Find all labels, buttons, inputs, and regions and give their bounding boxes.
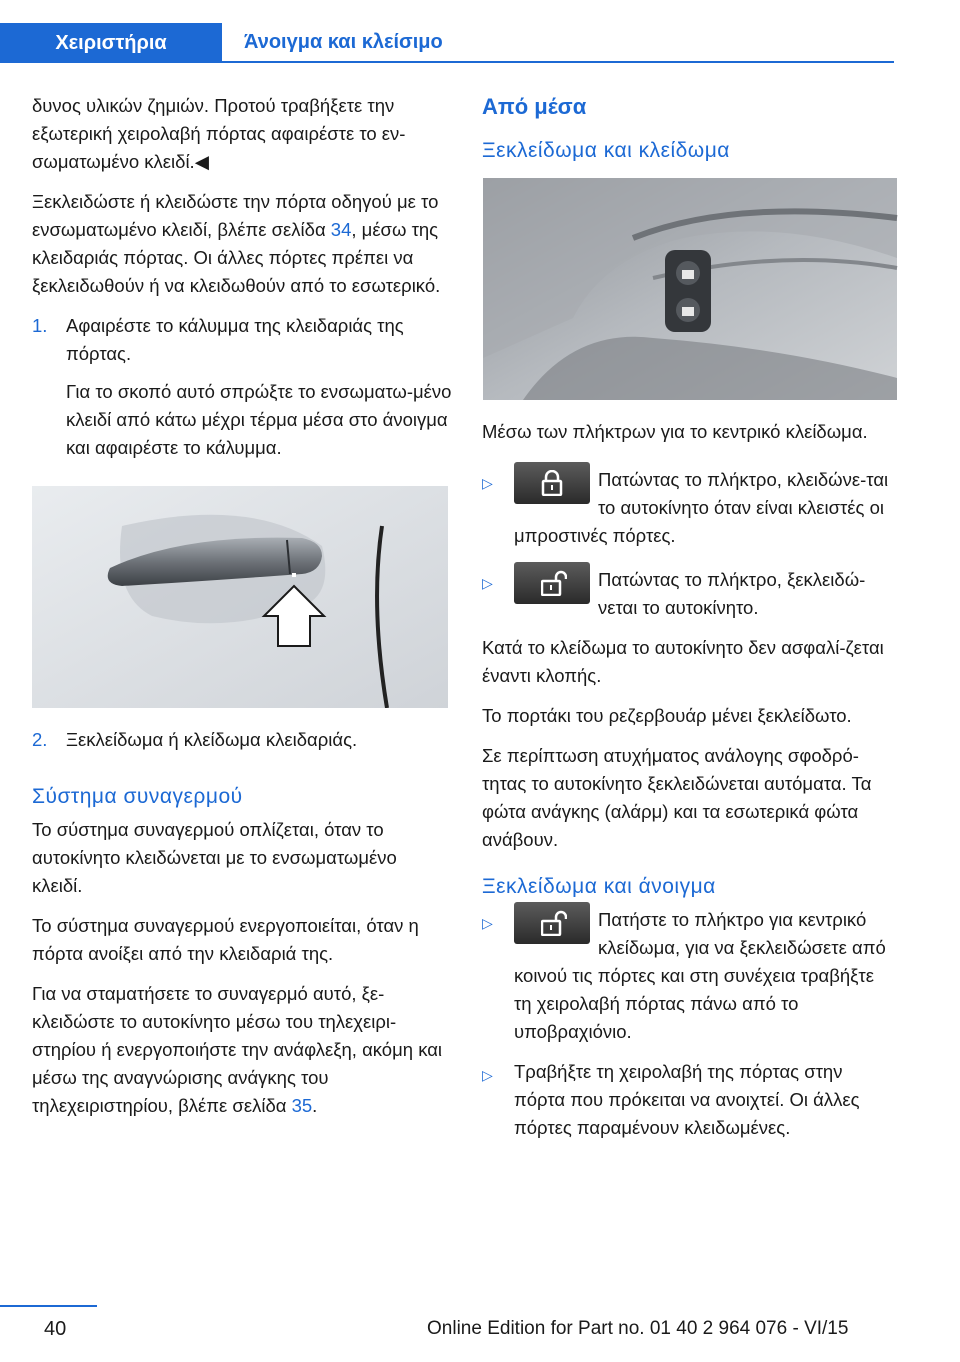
alarm-heading: Σύστημα συναγερμού (32, 785, 243, 808)
section-heading: Από μέσα (482, 94, 587, 119)
footer-rule (0, 1305, 97, 1307)
page-number: 40 (44, 1318, 67, 1340)
door-handle-photo (32, 486, 448, 708)
step-text: Ξεκλείδωμα ή κλείδωμα κλειδαριάς. (66, 729, 358, 750)
paragraph-accident: Σε περίπτωση ατυχήματος ανάλογης σφοδρό‐τητας το αυτοκίνητο ξεκλειδώνεται αυτόματα. Τα φώτα ανάγκης (αλάρμ) και τα εσωτερικά φώτα ανάβουν. (482, 745, 872, 850)
bullet-pull-handle (482, 1058, 896, 1142)
edition-note: Online Edition for Part no. 01 40 2 964 076 - VI/15 (427, 1318, 849, 1339)
lock-open-icon (514, 902, 590, 944)
subheading-lock-unlock: Ξεκλείδωμα και κλείδωμα (482, 139, 730, 162)
text-span: Για να σταματήσετε το συναγερμό αυτό, ξε‐κλειδώστε το αυτοκίνητο μέσω του τηλεχειρι‐στηρίου ή ενεργοποιήστε την ανάφλεξη, ακόμη και μέσω της αναγνώρισης ανάγκης του τηλεχειριστηρίου, βλέπε σελίδα (32, 983, 443, 1116)
bullet-text: Πατώντας το πλήκτρο, ξεκλειδώ‐νεται το αυτοκίνητο. (598, 569, 866, 618)
bullet-lock (482, 466, 896, 550)
bullet-unlock-open (482, 906, 896, 1046)
step-2 (32, 726, 452, 764)
bullet-triangle-icon: ▷ (482, 915, 493, 931)
bullet-text: Τραβήξτε τη χειρολαβή της πόρτας στην πόρτα που πρόκειται να ανοιχτεί. Οι άλλες πόρτες παραμένουν κλειδωμένες. (514, 1061, 860, 1138)
right-column (482, 92, 896, 1154)
chapter-title: Άνοιγμα και κλείσιμο (222, 23, 894, 63)
bullet-triangle-icon: ▷ (482, 475, 493, 491)
bullet-triangle-icon: ▷ (482, 575, 493, 591)
bullet-unlock (482, 566, 896, 622)
left-column (32, 92, 452, 1132)
lock-open-icon (514, 562, 590, 604)
central-lock-buttons-photo (482, 178, 898, 400)
paragraph-warning-end: δυνος υλικών ζημιών. Προτού τραβήξετε την εξωτερική χειρολαβή πόρτας αφαιρέστε το εν‐σωματωμένο κλειδί.◀ (32, 95, 406, 172)
step-text: Αφαιρέστε το κάλυμμα της κλειδαριάς της πόρτας. (66, 315, 404, 364)
text-span: . (312, 1095, 318, 1116)
text-span: Ξεκλειδώστε ή κλειδώστε την πόρτα οδηγού με το ενσωματωμένο κλειδί, βλέπε σελίδα (32, 191, 439, 240)
paragraph-door-lock (32, 188, 452, 300)
text-span: , μέσω της κλειδαριάς πόρτας. Οι άλλες πόρτες πρέπει να ξεκλειδωθούν ή να κλειδωθούν από το εσωτερικό. (32, 219, 441, 296)
page-link-35[interactable]: 35 (291, 1095, 313, 1116)
paragraph-theft: Κατά το κλείδωμα το αυτοκίνητο δεν ασφαλί‐ζεται έναντι κλοπής. (482, 637, 884, 686)
lock-closed-icon (514, 462, 590, 504)
photo-caption: Μέσω των πλήκτρων για το κεντρικό κλείδωμα. (482, 421, 868, 442)
step-number: 2. (32, 729, 48, 750)
alarm-paragraph-2: Το σύστημα συναγερμού ενεργοποιείται, όταν η πόρτα ανοίξει από την κλειδαριά της. (32, 915, 419, 964)
step-subtext: Για το σκοπό αυτό σπρώξτε το ενσωματω‐μένο κλειδί από κάτω μέχρι τέρμα μέσα στο άνοιγμα και αφαιρέστε το κάλυμμα. (66, 381, 452, 458)
step-number: 1. (32, 315, 48, 336)
alarm-paragraph-1: Το σύστημα συναγερμού οπλίζεται, όταν το αυτοκίνητο κλειδώνεται με το ενσωματωμένο κλειδί. (32, 819, 397, 896)
bullet-triangle-icon: ▷ (482, 1067, 493, 1083)
alarm-paragraph-3 (32, 980, 452, 1120)
bullet-text: Πατώντας το πλήκτρο, κλειδώνε‐ται το αυτοκίνητο όταν είναι κλειστές οι μπροστινές πόρτες. (514, 469, 889, 546)
step-1 (32, 312, 452, 472)
subheading-unlock-open: Ξεκλείδωμα και άνοιγμα (482, 875, 716, 898)
paragraph-fuel-flap: Το πορτάκι του ρεζερβουάρ μένει ξεκλείδωτο. (482, 705, 852, 726)
page-header (0, 0, 960, 62)
page-link-34[interactable]: 34 (330, 219, 352, 240)
section-tab: Χειριστήρια (0, 23, 222, 63)
bullet-text: Πατήστε το πλήκτρο για κεντρικό κλείδωμα, για να ξεκλειδώσετε από κοινού τις πόρτες και στη συνέχεια τραβήξτε τη χειρολαβή πόρτας πάνω από το υποβραχιόνιο. (514, 909, 886, 1042)
